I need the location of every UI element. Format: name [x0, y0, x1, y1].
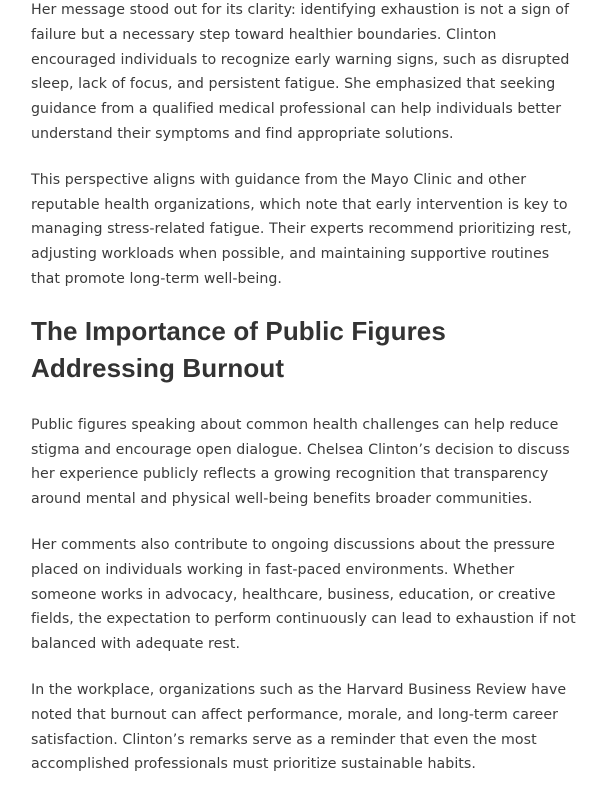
article-paragraph: This perspective aligns with guidance from the Mayo Clinic and other reputable health organizations, which note that early intervention is key to managing stress-related fatigue. Their experts recommend prioritizing rest, adjusting workloads when possible, and maintaining supportive routines that promote long-term well-being.	[31, 171, 572, 287]
article-paragraph: Her message stood out for its clarity: identifying exhaustion is not a sign of failure but a necessary step toward healthier boundaries. Clinton encouraged individuals to recognize early warning signs, such as disrupted sleep, lack of focus, and persistent fatigue. She emphasized that seeking guidance from a qualified medical professional can help individuals better understand their symptoms and find appropriate solutions.	[31, 2, 570, 142]
section-heading: The Importance of Public Figures Addressing Burnout	[31, 315, 446, 383]
article-paragraph: Her comments also contribute to ongoing discussions about the pressure placed on individuals working in fast-paced environments. Whether someone works in advocacy, healthcare, business, education, or creative fields, the expectation to perform continuously can lead to exhaustion if not balanced with adequate rest.	[31, 536, 576, 653]
article-paragraph: In the workplace, organizations such as the Harvard Business Review have noted that burnout can affect performance, morale, and long-term career satisfaction. Clinton’s remarks serve as a reminder that even the most accomplished professionals must prioritize sustainable habits.	[31, 681, 567, 773]
article-paragraph: Public figures speaking about common health challenges can help reduce stigma and encourage open dialogue. Chelsea Clinton’s decision to discuss her experience publicly reflects a growing recognition that transparency around mental and physical well-being benefits broader communities.	[31, 416, 570, 508]
article-body	[31, 0, 576, 798]
